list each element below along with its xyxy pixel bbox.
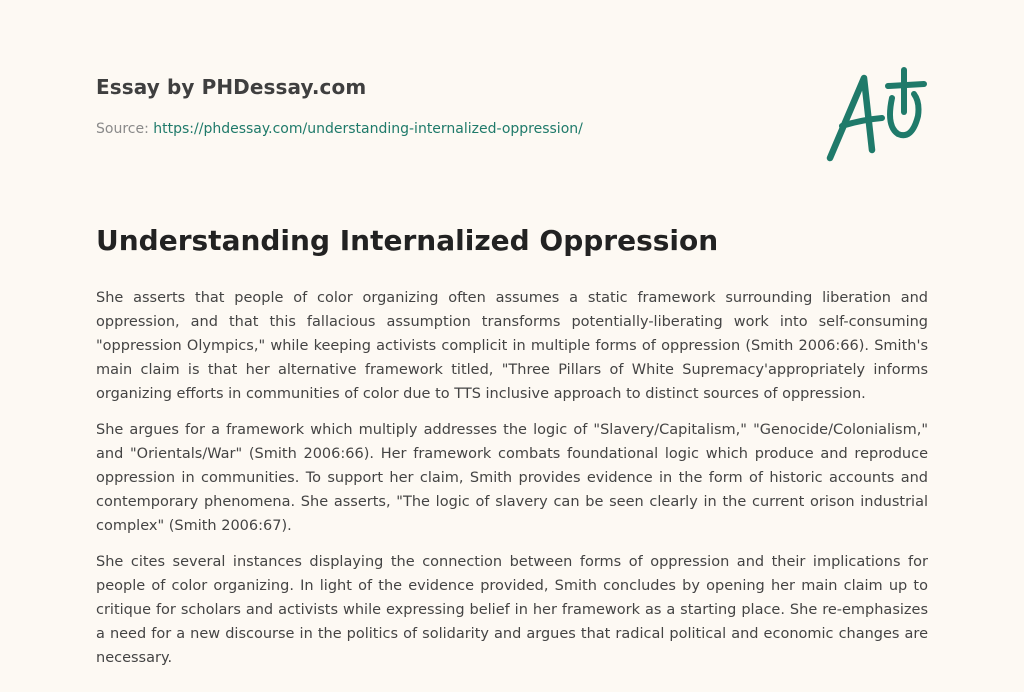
source-line [96, 121, 796, 137]
a-plus-grade-icon [820, 62, 930, 167]
article-title: Understanding Internalized Oppression [96, 224, 719, 257]
site-brand: Essay by PHDessay.com [96, 75, 367, 99]
source-link[interactable]: https://phdessay.com/understanding-internalized-oppression/ [153, 121, 583, 137]
paragraph: She argues for a framework which multiply addresses the logic of "Slavery/Capitalism," "Genocide/Colonialism," and "Orientals/War" (Smith 2006:66). Her framework combats foundational logic which produce and reproduce oppression in communities. To support her claim, Smith provides evidence in the form of historic accounts and contemporary phenomena. She asserts, "The logic of slavery can be seen clearly in the current orison industrial complex" (Smith 2006:67). [96, 422, 928, 534]
article-body [96, 286, 928, 682]
site-header [96, 75, 796, 137]
paragraph: She asserts that people of color organizing often assumes a static framework surrounding liberation and oppression, and that this fallacious assumption transforms potentially-liberating work into self-consuming "oppression Olympics," while keeping activists complicit in multiple forms of oppression (Smith 2006:66). Smith's main claim is that her alternative framework titled, "Three Pillars of White Supremacy'appropriately informs organizing efforts in communities of color due to TTS inclusive approach to distinct sources of oppression. [96, 290, 928, 402]
paragraph: She cites several instances displaying the connection between forms of oppression and their implications for people of color organizing. In light of the evidence provided, Smith concludes by opening her main claim up to critique for scholars and activists while expressing belief in her framework as a starting place. She re-emphasizes a need for a new discourse in the politics of solidarity and argues that radical political and economic changes are necessary. [96, 554, 928, 666]
source-label: Source: [96, 121, 149, 137]
